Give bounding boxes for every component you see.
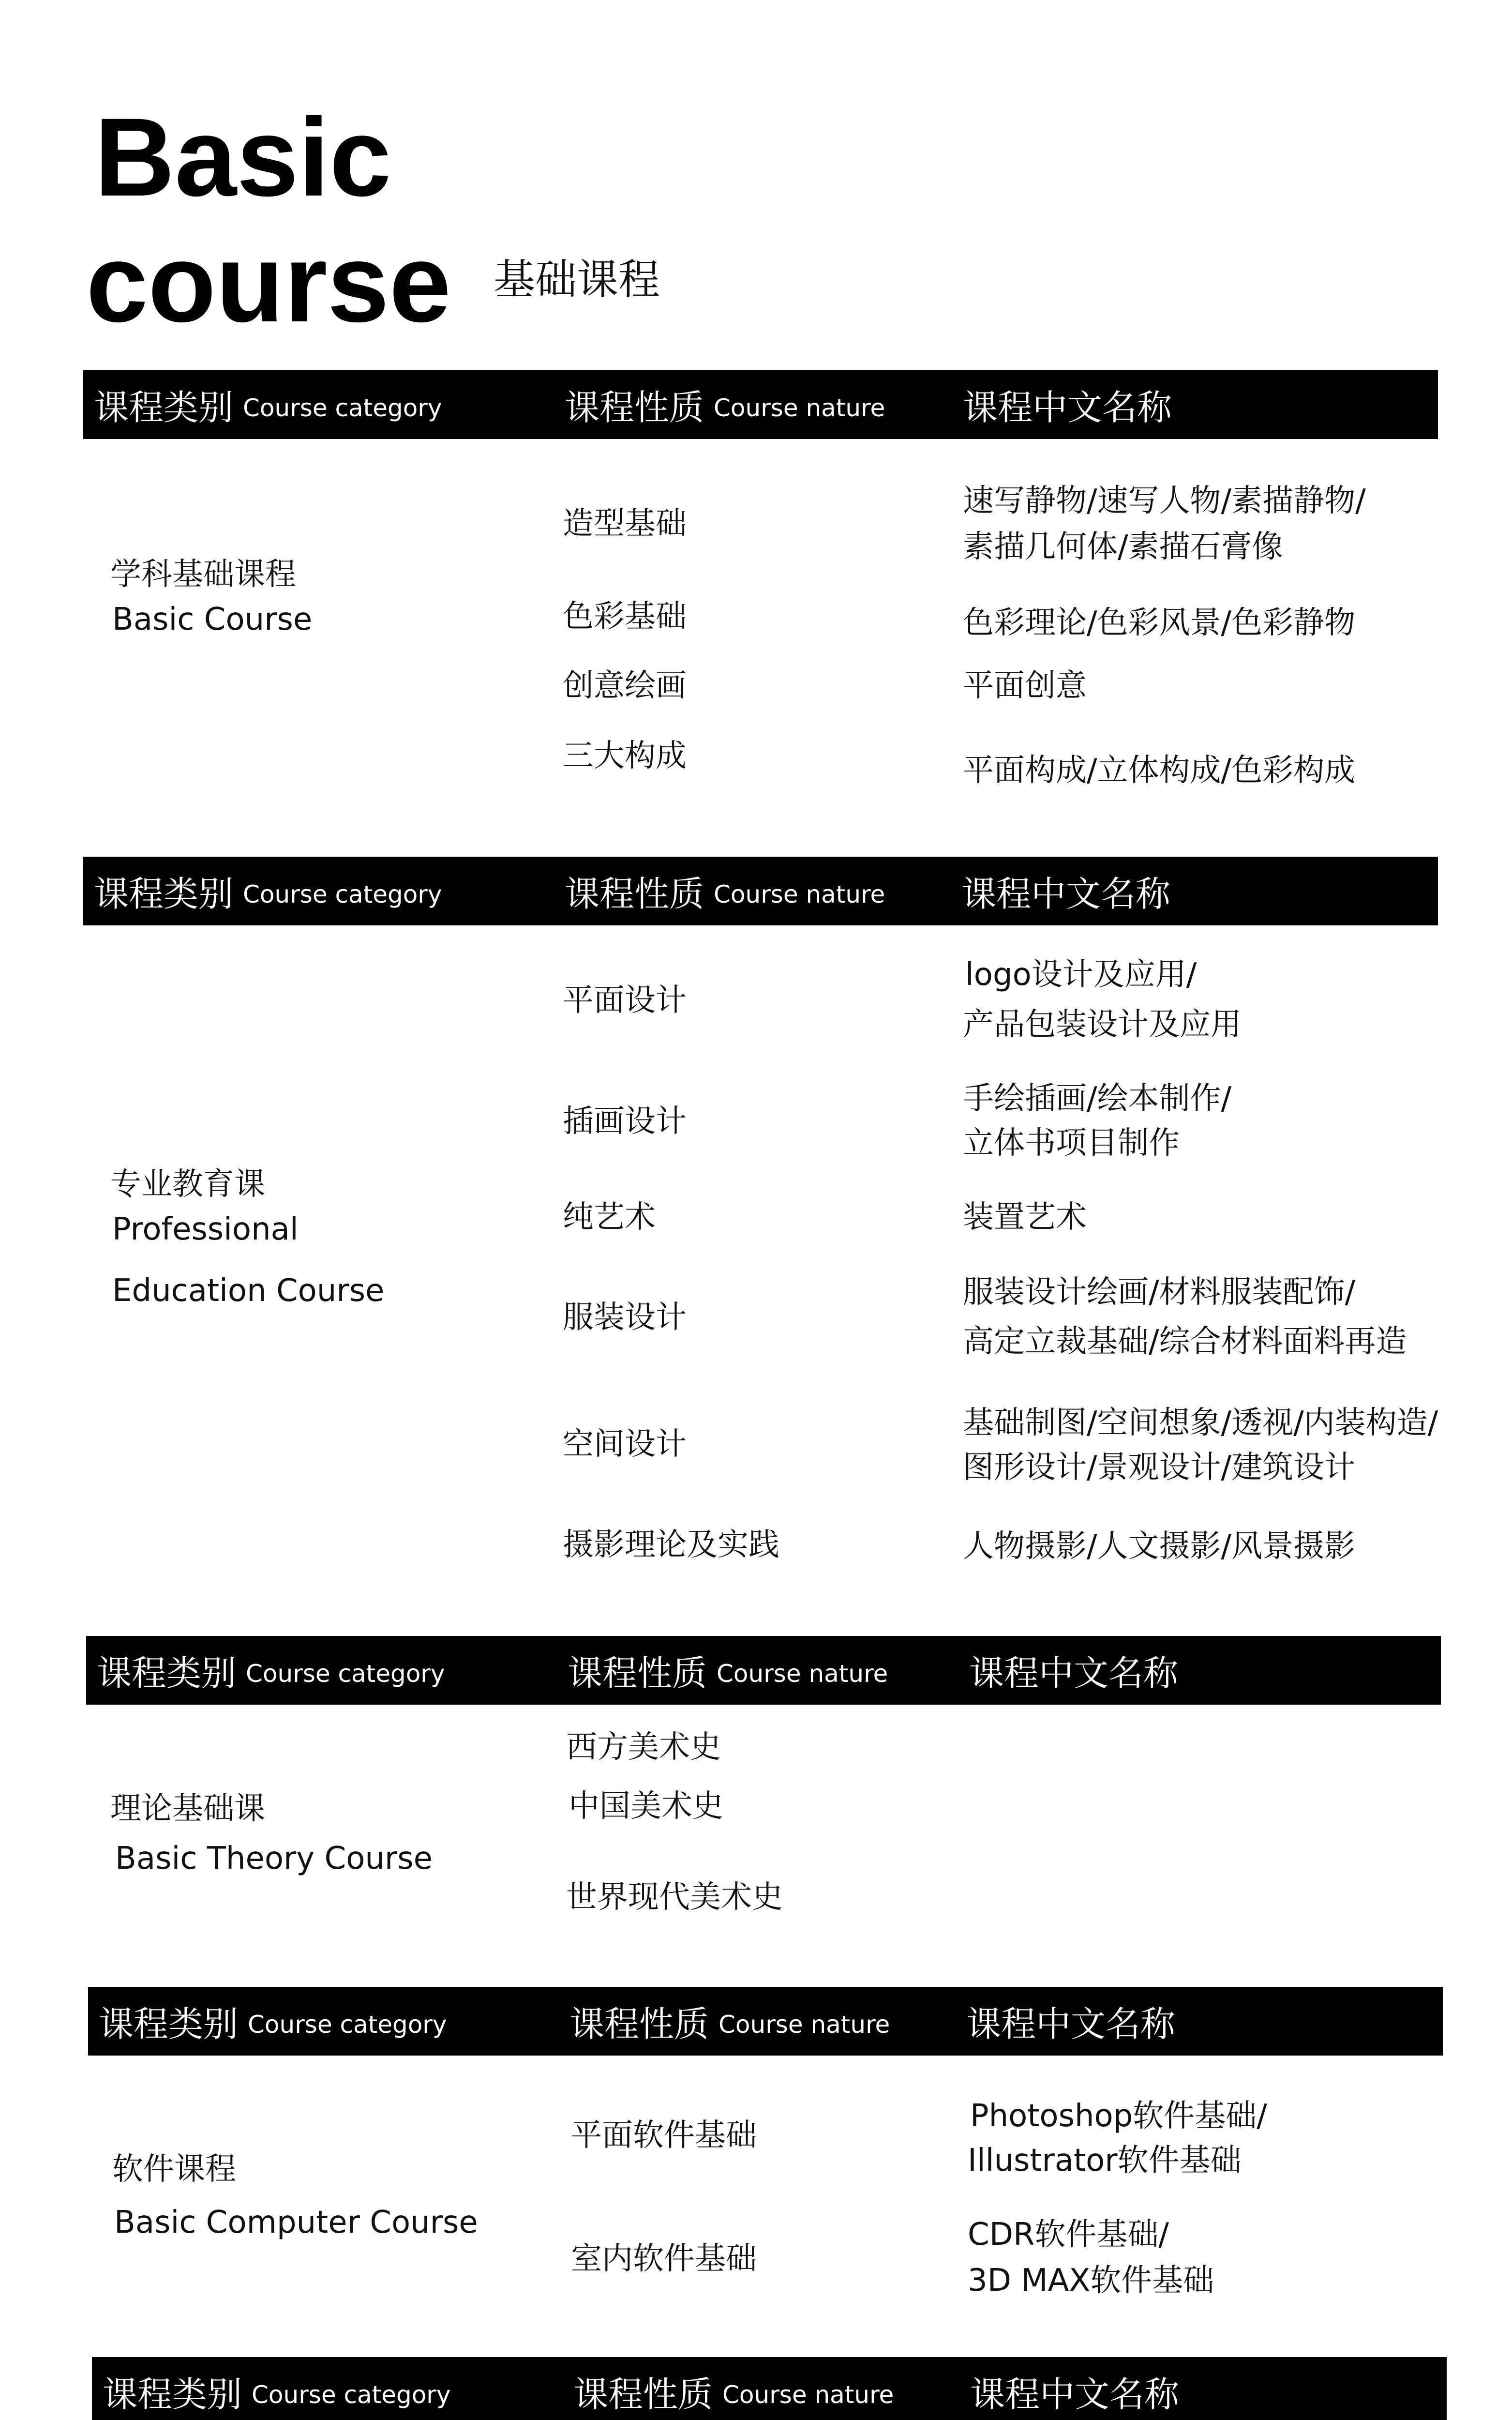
course-nature: 摄影理论及实践 [563, 1527, 779, 1563]
header-nature-en: Course nature [717, 1660, 888, 1688]
header-name-cn: 课程中文名称 [963, 387, 1172, 428]
header-category-cn: 课程类别 [97, 1653, 237, 1694]
course-name: 服装设计绘画/材料服装配饰/ [963, 1274, 1356, 1310]
course-nature: 纯艺术 [563, 1199, 656, 1235]
course-nature: 创意绘画 [563, 668, 687, 704]
header-category-en: Course category [243, 880, 442, 908]
course-name: 图形设计/景观设计/建筑设计 [963, 1450, 1356, 1485]
header-category-cn: 课程类别 [103, 2374, 242, 2415]
course-nature: 中国美术史 [569, 1788, 723, 1824]
header-category-en: Course category [248, 2011, 447, 2039]
section-header-bar [92, 2357, 1447, 2420]
header-category-cn: 课程类别 [99, 2004, 239, 2044]
header-nature-en: Course nature [714, 394, 885, 422]
header-category-en: Course category [243, 394, 442, 422]
header-nature-cn: 课程性质 [568, 1653, 707, 1694]
course-name: 平面构成/立体构成/色彩构成 [963, 753, 1356, 788]
course-name: 平面创意 [963, 668, 1087, 704]
course-nature: 空间设计 [563, 1426, 687, 1462]
course-name: 色彩理论/色彩风景/色彩静物 [963, 605, 1356, 641]
section-header-bar [83, 857, 1438, 925]
course-name: 高定立裁基础/综合材料面料再造 [963, 1324, 1407, 1360]
course-name: 基础制图/空间想象/透视/内装构造/ [963, 1405, 1438, 1441]
header-category-en: Course category [252, 2381, 451, 2409]
category-cn: 软件课程 [112, 2151, 236, 2187]
course-nature: 造型基础 [563, 506, 687, 542]
course-name: CDR软件基础/ [968, 2217, 1169, 2253]
course-name: 装置艺术 [963, 1199, 1087, 1235]
header-nature-cn: 课程性质 [573, 2374, 713, 2415]
title-course: course [86, 221, 451, 345]
header-nature-cn: 课程性质 [565, 387, 704, 428]
category-cn: 理论基础课 [110, 1791, 265, 1827]
header-nature-cn: 课程性质 [565, 874, 704, 914]
course-nature: 室内软件基础 [571, 2241, 757, 2277]
header-nature-cn: 课程性质 [569, 2004, 709, 2044]
category-en: Basic Theory Course [115, 1841, 433, 1876]
course-name: 立体书项目制作 [963, 1125, 1180, 1161]
header-name-cn: 课程中文名称 [970, 2374, 1180, 2415]
category-en: Basic Computer Course [114, 2205, 478, 2240]
section-header-bar [86, 1636, 1441, 1705]
header-category-cn: 课程类别 [94, 874, 234, 914]
course-name: 产品包装设计及应用 [963, 1007, 1242, 1043]
category-en: Education Course [112, 1273, 385, 1309]
course-name: 手绘插画/绘本制作/ [963, 1081, 1232, 1117]
header-name-cn: 课程中文名称 [961, 874, 1171, 914]
category-en: Basic Course [112, 602, 313, 637]
course-nature: 插画设计 [563, 1104, 687, 1139]
course-name: 素描几何体/素描石膏像 [963, 529, 1283, 565]
course-nature: 色彩基础 [563, 599, 687, 635]
course-nature: 平面软件基础 [571, 2118, 757, 2153]
course-nature: 西方美术史 [566, 1729, 721, 1765]
title-chinese: 基础课程 [494, 256, 660, 304]
category-en: Professional [112, 1211, 299, 1247]
course-nature: 服装设计 [563, 1300, 687, 1335]
course-name: 速写静物/速写人物/素描静物/ [963, 483, 1366, 519]
header-name-cn: 课程中文名称 [969, 1653, 1179, 1694]
course-name: Illustrator软件基础 [968, 2143, 1242, 2178]
course-name: logo设计及应用/ [965, 957, 1197, 993]
course-nature: 世界现代美术史 [566, 1879, 783, 1915]
header-nature-en: Course nature [719, 2011, 890, 2039]
section-header-bar [83, 370, 1438, 439]
course-name: 人物摄影/人文摄影/风景摄影 [963, 1528, 1356, 1564]
category-cn: 专业教育课 [110, 1166, 265, 1202]
header-category-cn: 课程类别 [94, 387, 234, 428]
header-nature-en: Course nature [714, 880, 885, 908]
category-cn: 学科基础课程 [110, 557, 296, 592]
title-basic: Basic [94, 95, 391, 219]
course-nature: 平面设计 [563, 983, 687, 1018]
header-category-en: Course category [246, 1660, 445, 1688]
header-nature-en: Course nature [722, 2381, 894, 2409]
course-name: Photoshop软件基础/ [970, 2098, 1267, 2134]
header-name-cn: 课程中文名称 [966, 2004, 1176, 2044]
course-nature: 三大构成 [563, 738, 687, 774]
course-name: 3D MAX软件基础 [968, 2263, 1214, 2299]
section-header-bar [88, 1987, 1443, 2056]
